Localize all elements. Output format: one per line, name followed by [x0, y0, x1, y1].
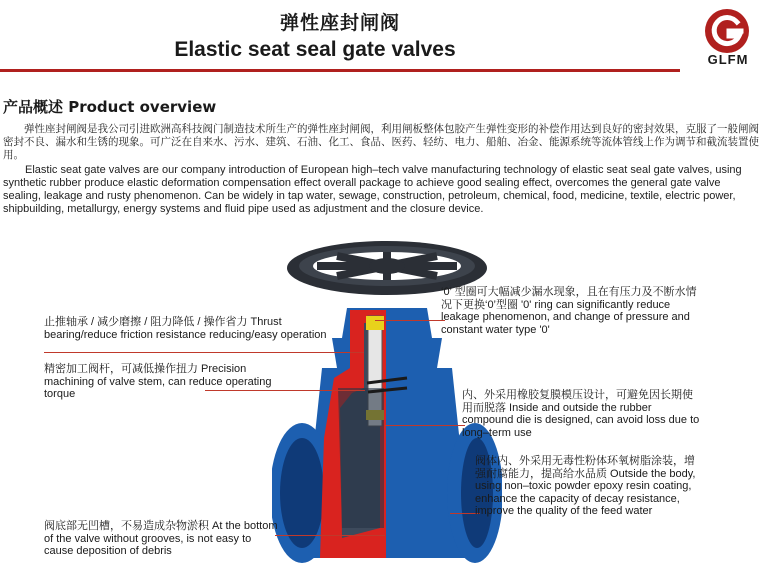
- glfm-logo-icon: [697, 6, 757, 56]
- title-rule: [0, 69, 680, 72]
- callout-epoxy-coating: 阀体内、外采用无毒性粉体环氧树脂涂装，增强耐腐能力，提高给水品质 Outside the body, using non–toxic powder epoxy resin coating, enhance the capacity of decay resistance, improve the quality of the feed water: [475, 455, 696, 517]
- callout-rubber-compound: 内、外采用橡胶复膜模压设计，可避免因长期使用而脱落 Inside and outside the rubber compound die is designed, can avoid loss due to long–term use: [462, 389, 700, 439]
- page-title-cn: 弹性座封闸阀: [279, 12, 400, 34]
- page-title-en: Elastic seat seal gate valves: [174, 38, 456, 61]
- callout-line-oring: [375, 320, 445, 321]
- logo-text: GLFM: [707, 52, 749, 67]
- callout-line-bottom: [275, 535, 385, 536]
- callout-valve-stem: 精密加工阀杆，可减低操作扭力 Precision machining of valve stem, can reduce operating torque: [44, 363, 272, 400]
- callout-valve-bottom: 阀底部无凹槽，不易造成杂物淤积 At the bottom of the valve without grooves, is not easy to cause deposition of debris: [44, 520, 278, 557]
- overview-text-cn: 弹性座封闸阀是我公司引进欧洲高科技阀门制造技术所生产的弹性座封闸阀，利用闸板整体包胶产生弹性变形的补偿作用达到良好的密封效果，克服了一般闸阀密封不良、漏水和生锈的现象。可广泛在自来水、污水、建筑、石油、化工、食品、医药、轻纺、电力、船舶、冶金、能源系统等流体管线上作为调节和截流装置使用。: [3, 123, 759, 161]
- callout-thrust-bearing: 止推轴承 / 减少磨擦 / 阻力降低 / 操作省力 Thrust bearing/reduce friction resistance reducing/easy operation: [44, 316, 327, 341]
- overview-text-en: Elastic seat gate valves are our company introduction of European high–tech valve manufacturing technology of elastic seat seal gate valves, using synthetic rubber produce elastic deformation compensation effect overall package to achieve good sealing effect, overcomes the general gate valve sealing, leakage and rusty phenomenon. Can be widely in tap water, sewage, construction, petroleum, chemical, food, medicine, textile, electric power, shipbuilding, metallurgy, energy systems and fluid pipe used as adjustment and the closure device.: [3, 164, 742, 215]
- callout-o-ring: ‘0’ 型圈可大幅减少漏水现象，且在有压力及不断水情况下更换‘0’型圈 '0' ring can significantly reduce leakage phenomenon, and change of pressure and constant water type '0': [441, 286, 697, 336]
- callout-line-thrust: [44, 352, 364, 353]
- callout-line-rubber: [385, 425, 465, 426]
- section-heading: 产品概述 Product overview: [3, 98, 217, 116]
